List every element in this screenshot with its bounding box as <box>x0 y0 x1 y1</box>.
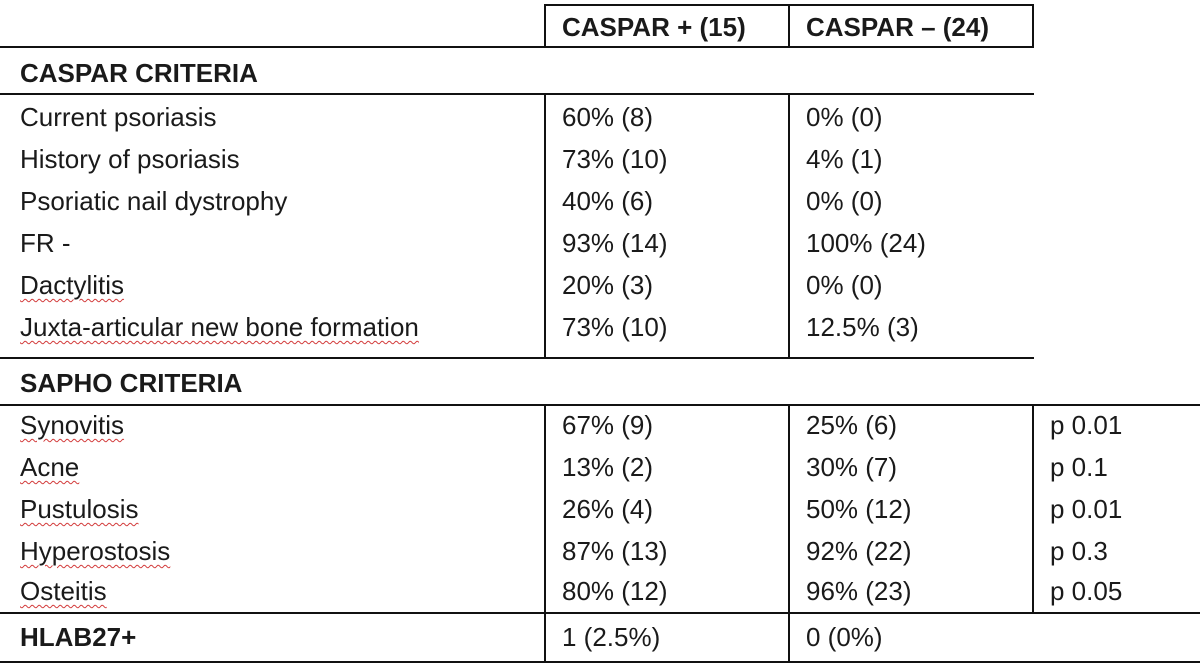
sapho-row-label: Osteitis <box>20 576 107 606</box>
caspar-col-divider-1 <box>544 93 546 359</box>
caspar-row-pos: 60% (8) <box>562 102 654 132</box>
sapho-row-neg: 25% (6) <box>806 410 898 440</box>
hla-col-divider-1 <box>544 612 546 663</box>
header-right-border <box>1032 4 1034 48</box>
caspar-row-label: History of psoriasis <box>20 144 240 174</box>
caspar-row-pos: 73% (10) <box>562 312 668 342</box>
sapho-col-divider-2 <box>788 404 790 614</box>
caspar-col-divider-2b <box>788 93 790 359</box>
sapho-row-neg: 92% (22) <box>806 536 912 566</box>
caspar-row-pos: 93% (14) <box>562 228 668 258</box>
sapho-row-pos: 67% (9) <box>562 410 654 440</box>
caspar-row-label: Dactylitis <box>20 270 125 300</box>
rule-below-hla <box>0 661 1200 663</box>
sapho-row-pos: 26% (4) <box>562 494 654 524</box>
rule-below-caspar-title <box>0 93 1034 95</box>
sapho-row-p: p 0.05 <box>1050 576 1123 606</box>
caspar-row-neg: 0% (0) <box>806 102 883 132</box>
hla-col-divider-2 <box>788 612 790 663</box>
sapho-row-label: Hyperostosis <box>20 536 171 566</box>
caspar-row-label: Psoriatic nail dystrophy <box>20 186 288 216</box>
caspar-row-pos: 40% (6) <box>562 186 654 216</box>
caspar-section-title: CASPAR CRITERIA <box>20 58 258 88</box>
hla-row-pos: 1 (2.5%) <box>562 622 661 652</box>
sapho-row-neg: 50% (12) <box>806 494 912 524</box>
sapho-row-p: p 0.01 <box>1050 494 1123 524</box>
caspar-row-neg: 0% (0) <box>806 270 883 300</box>
sapho-row-p: p 0.1 <box>1050 452 1108 482</box>
caspar-row-pos: 20% (3) <box>562 270 654 300</box>
sapho-row-neg: 96% (23) <box>806 576 912 606</box>
sapho-row-pos: 87% (13) <box>562 536 668 566</box>
caspar-row-neg: 12.5% (3) <box>806 312 919 342</box>
sapho-row-label: Synovitis <box>20 410 125 440</box>
caspar-row-label: Current psoriasis <box>20 102 217 132</box>
header-caspar-negative: CASPAR – (24) <box>806 12 990 42</box>
caspar-row-neg: 100% (24) <box>806 228 926 258</box>
header-left-border <box>544 4 546 48</box>
rule-below-caspar-rows <box>0 357 1034 359</box>
sapho-row-pos: 13% (2) <box>562 452 654 482</box>
header-caspar-positive: CASPAR + (15) <box>562 12 746 42</box>
hla-row-neg: 0 (0%) <box>806 622 883 652</box>
rule-below-header <box>0 46 1034 48</box>
rule-below-sapho-title <box>0 404 1200 406</box>
rule-below-sapho-rows <box>0 612 1200 614</box>
sapho-row-pos: 80% (12) <box>562 576 668 606</box>
sapho-section-title: SAPHO CRITERIA <box>20 368 243 398</box>
sapho-row-label: Acne <box>20 452 80 482</box>
caspar-col-divider-2 <box>788 4 790 48</box>
sapho-row-p: p 0.01 <box>1050 410 1123 440</box>
caspar-row-label-text: Juxta-articular new bone formation <box>20 312 419 342</box>
caspar-row-label <box>20 312 419 342</box>
sapho-row-label: Pustulosis <box>20 494 139 524</box>
sapho-col-divider-1 <box>544 404 546 614</box>
sapho-col-divider-3 <box>1032 404 1034 614</box>
caspar-row-neg: 4% (1) <box>806 144 883 174</box>
hla-row-label: HLAB27+ <box>20 622 137 652</box>
caspar-row-label: FR - <box>20 228 71 258</box>
caspar-row-neg: 0% (0) <box>806 186 883 216</box>
caspar-row-pos: 73% (10) <box>562 144 668 174</box>
sapho-row-neg: 30% (7) <box>806 452 898 482</box>
sapho-row-p: p 0.3 <box>1050 536 1108 566</box>
